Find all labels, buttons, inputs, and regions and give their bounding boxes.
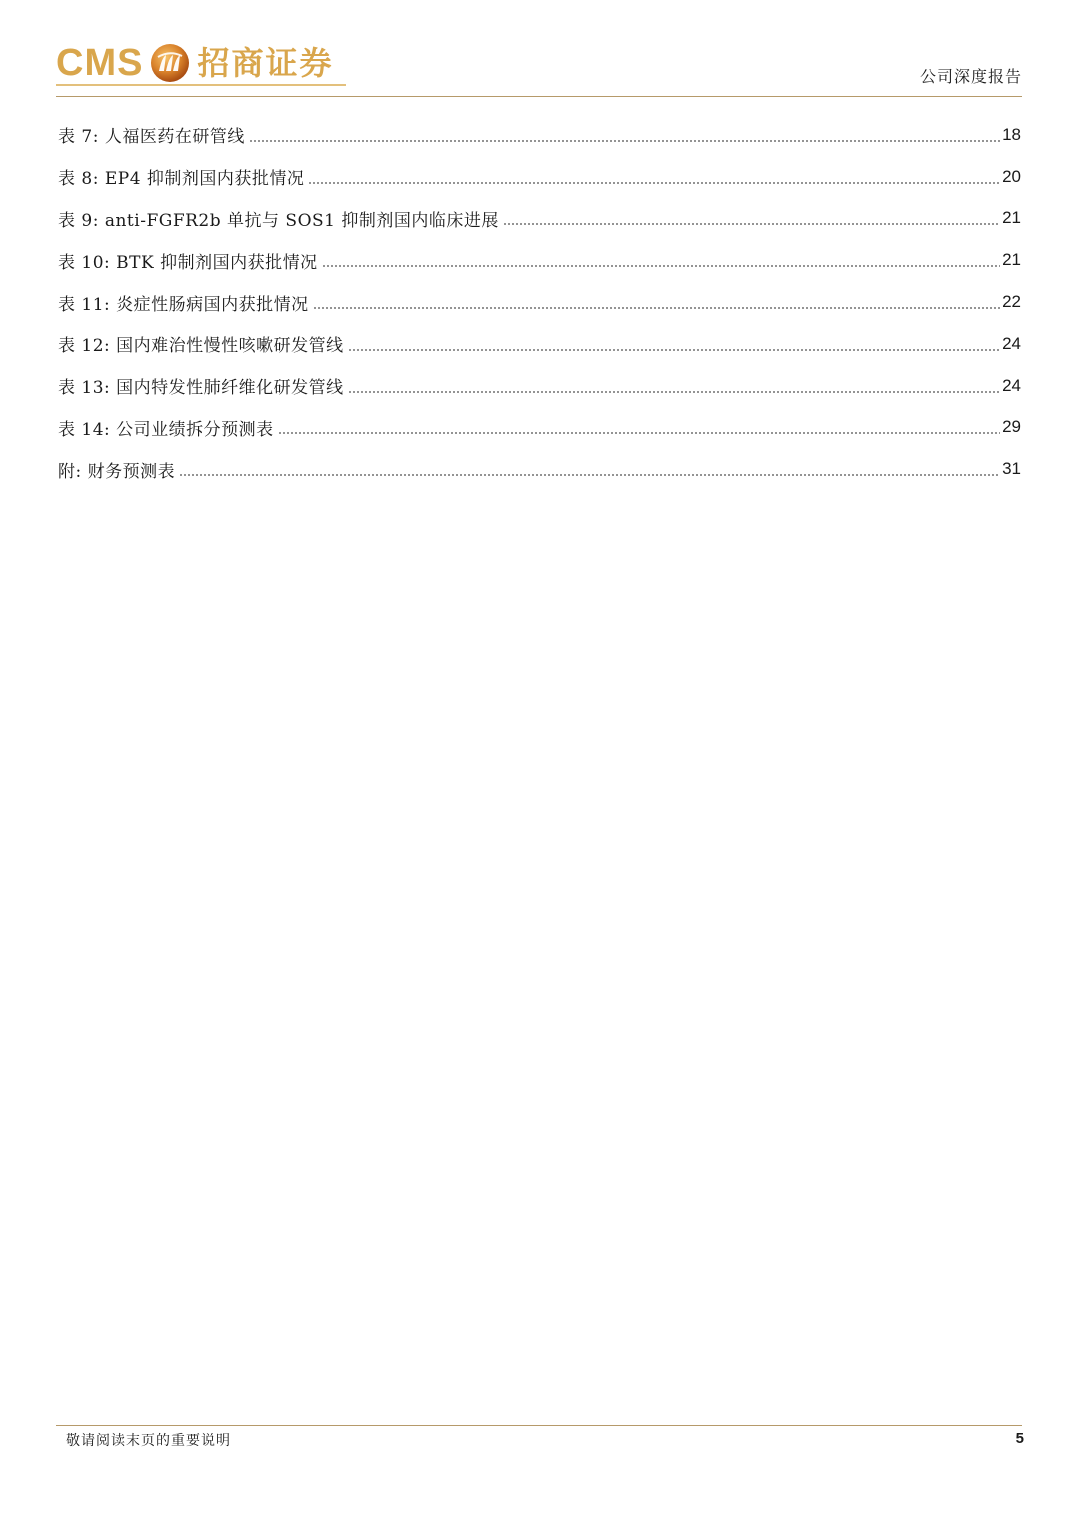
toc-entry[interactable]	[58, 239, 1021, 281]
toc-entry-label: 表 10: BTK 抑制剂国内获批情况	[58, 252, 318, 273]
toc-entry[interactable]	[58, 365, 1021, 407]
toc-entry[interactable]	[58, 198, 1021, 240]
toc-entry-label: 表 11: 炎症性肠病国内获批情况	[58, 294, 309, 315]
toc-entry-label: 表 14: 公司业绩拆分预测表	[58, 419, 274, 440]
table-of-contents	[58, 114, 1021, 490]
toc-leader-dots	[348, 391, 1000, 393]
toc-entry[interactable]	[58, 114, 1021, 156]
footer-disclaimer: 敬请阅读末页的重要说明	[66, 1433, 231, 1449]
cms-logo-icon	[149, 42, 191, 84]
logo-latin-text: CMS	[56, 42, 144, 84]
toc-leader-dots	[278, 432, 1000, 434]
toc-leader-dots	[322, 265, 1000, 267]
page-number: 5	[1015, 1430, 1024, 1447]
toc-entry[interactable]	[58, 448, 1021, 490]
toc-entry-label: 表 8: EP4 抑制剂国内获批情况	[58, 169, 305, 190]
toc-entry-page: 24	[1002, 375, 1021, 395]
toc-entry-page: 24	[1002, 333, 1021, 353]
toc-entry-page: 20	[1002, 166, 1021, 186]
toc-leader-dots	[503, 223, 1000, 225]
toc-entry[interactable]	[58, 156, 1021, 198]
toc-entry-label: 表 13: 国内特发性肺纤维化研发管线	[58, 378, 344, 399]
toc-leader-dots	[348, 349, 1000, 351]
page-header	[56, 36, 1022, 98]
logo-underline	[56, 84, 346, 86]
report-type-label: 公司深度报告	[919, 67, 1022, 86]
toc-leader-dots	[313, 307, 1000, 309]
toc-entry-page: 29	[1002, 417, 1021, 437]
toc-entry[interactable]	[58, 323, 1021, 365]
toc-entry-label: 附: 财务预测表	[58, 461, 176, 482]
toc-leader-dots	[308, 182, 1000, 184]
logo-chinese-text: 招商证券	[197, 44, 334, 82]
toc-entry-page: 31	[1002, 459, 1021, 479]
toc-entry-page: 21	[1002, 208, 1021, 228]
toc-entry-page: 22	[1002, 292, 1021, 312]
toc-leader-dots	[179, 474, 1000, 476]
toc-entry-page: 18	[1002, 124, 1021, 144]
toc-entry[interactable]	[58, 281, 1021, 323]
toc-entry-page: 21	[1002, 250, 1021, 270]
toc-leader-dots	[249, 140, 1000, 142]
company-logo	[56, 40, 333, 86]
toc-entry-label: 表 7: 人福医药在研管线	[58, 127, 245, 148]
toc-entry-label: 表 9: anti-FGFR2b 单抗与 SOS1 抑制剂国内临床进展	[58, 210, 499, 231]
footer-divider	[56, 1425, 1022, 1426]
toc-entry-label: 表 12: 国内难治性慢性咳嗽研发管线	[58, 336, 344, 357]
header-divider	[56, 96, 1022, 97]
toc-entry[interactable]	[58, 407, 1021, 449]
